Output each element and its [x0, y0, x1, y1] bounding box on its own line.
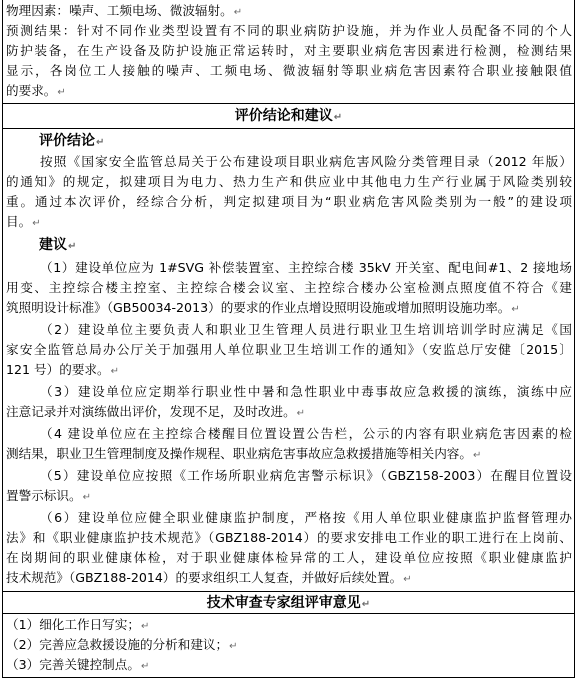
text-line: （3）建设单位应定期举行职业性中暑和急性职业中毒事故应急救援的演练，演练中应: [40, 384, 572, 399]
paragraph-mark-icon: ↵: [32, 218, 41, 229]
table-divider: [2, 591, 575, 592]
text-line: 置警示标识。↵: [6, 488, 91, 503]
text-line: 预测结果：针对不同作业类型设置有不同的职业病防护设施，并为作业人员配备不同的个人: [6, 23, 572, 38]
list-item: （3）完善关键控制点。↵: [6, 657, 150, 672]
section-title-review: 技术审查专家组评审意见↵: [206, 595, 371, 611]
text-line: （2）建设单位主要负责人和职业卫生管理人员进行职业卫生培训培训学时应满足《国: [40, 322, 572, 337]
section-title-evaluation: 评价结论和建议↵: [234, 108, 343, 124]
paragraph-mark-icon: ↵: [57, 87, 66, 98]
paragraph-mark-icon: ↵: [229, 641, 238, 652]
text-line: （4 建设单位应在主控综合楼醒目位置设置公告栏，公示的内容有职业病危害因素的检: [40, 426, 572, 441]
text-line: 用变、主控综合楼主控室、主控综合楼会议室、主控综合楼办公室检测点照度值不符合《建: [6, 280, 572, 295]
text-line: 防护装备，在生产设备及防护设施正常运转时，对主要职业病危害因素进行检测，检测结果: [6, 43, 572, 58]
text-line: 技术规范》（GBZ188-2014）的要求组织工人复查，并做好后续处置。↵: [6, 570, 412, 585]
paragraph-mark-icon: ↵: [140, 661, 150, 672]
text-line: 注意记录并对演练做出评价，发现不足，及时改进。↵: [6, 404, 306, 419]
text-line: 法》和《职业健康监护技术规范》（GBZ188-2014）的要求安排电工作业的职工进行在上岗前、: [6, 530, 572, 545]
text-line: 显示，各岗位工人接触的噪声、工频电场、微波辐射等职业病危害因素符合职业接触限值: [6, 63, 572, 78]
paragraph-mark-icon: ↵: [140, 621, 150, 632]
paragraph-mark-icon: ↵: [403, 574, 412, 585]
conclusion-heading: 评价结论↵: [39, 133, 105, 149]
paragraph-mark-icon: ↵: [82, 492, 91, 503]
text-line: 的通知》的规定，拟建项目为电力、热力生产和供应业中其他电力生产行业属于风险类别较: [6, 174, 572, 189]
table-divider: [2, 613, 575, 614]
text-line: 测结果，职业卫生管理制度及操作规程、职业病危害事故应急救援措施等相关内容。↵: [6, 446, 482, 461]
paragraph-mark-icon: ↵: [110, 366, 119, 377]
text-line: 121 号）的要求。↵: [6, 362, 119, 377]
paragraph-mark-icon: ↵: [68, 241, 77, 252]
text-line: 重。通过本次评价，经综合分析，判定拟建项目为“职业病危害风险类别为一般”的建设项: [6, 194, 572, 209]
paragraph-mark-icon: ↵: [361, 599, 371, 610]
paragraph-mark-icon: ↵: [96, 137, 105, 148]
text-line: 目。↵: [6, 214, 41, 229]
text-line: 的要求。↵: [6, 83, 66, 98]
paragraph-mark-icon: ↵: [233, 7, 243, 18]
text-line: （6）建设单位应健全职业健康监护制度，严格按《用人单位职业健康监护监督管理办: [40, 510, 572, 525]
paragraph-mark-icon: ↵: [472, 450, 482, 461]
paragraph-mark-icon: ↵: [333, 112, 343, 123]
text-line: 家安全监管总局办公厅关于加强用人单位职业卫生培训工作的通知》（安监总厅安健〔2015〕: [6, 342, 572, 357]
advice-heading: 建议↵: [39, 237, 77, 253]
text-line: 在岗期间的职业健康体检，对于职业健康体检异常的工人，建设单位应按照《职业健康监护: [6, 550, 572, 565]
table-divider: [2, 128, 575, 129]
table-divider: [2, 103, 575, 104]
text-line: （1）建设单位应为 1#SVG 补偿装置室、主控综合楼 35kV 开关室、配电间#1、2 接地场: [40, 260, 572, 275]
text-line: 物理因素：噪声、工频电场、微波辐射。↵: [6, 3, 243, 18]
paragraph-mark-icon: ↵: [511, 304, 520, 315]
paragraph-mark-icon: ↵: [296, 408, 306, 419]
list-item: （1）细化工作日写实；↵: [6, 617, 150, 632]
text-line: 筑照明设计标准》（GB50034-2013）的要求的作业点增设照明设施或增加照明设施功率。↵: [6, 300, 520, 315]
text-line: 按照《国家安全监管总局关于公布建设项目职业病危害风险分类管理目录（2012 年版）: [40, 154, 572, 169]
text-line: （5）建设单位应按照《工作场所职业病危害警示标识》（GBZ158-2003）在醒目位置设: [40, 468, 572, 483]
list-item: （2）完善应急救援设施的分析和建议；↵: [6, 637, 238, 652]
